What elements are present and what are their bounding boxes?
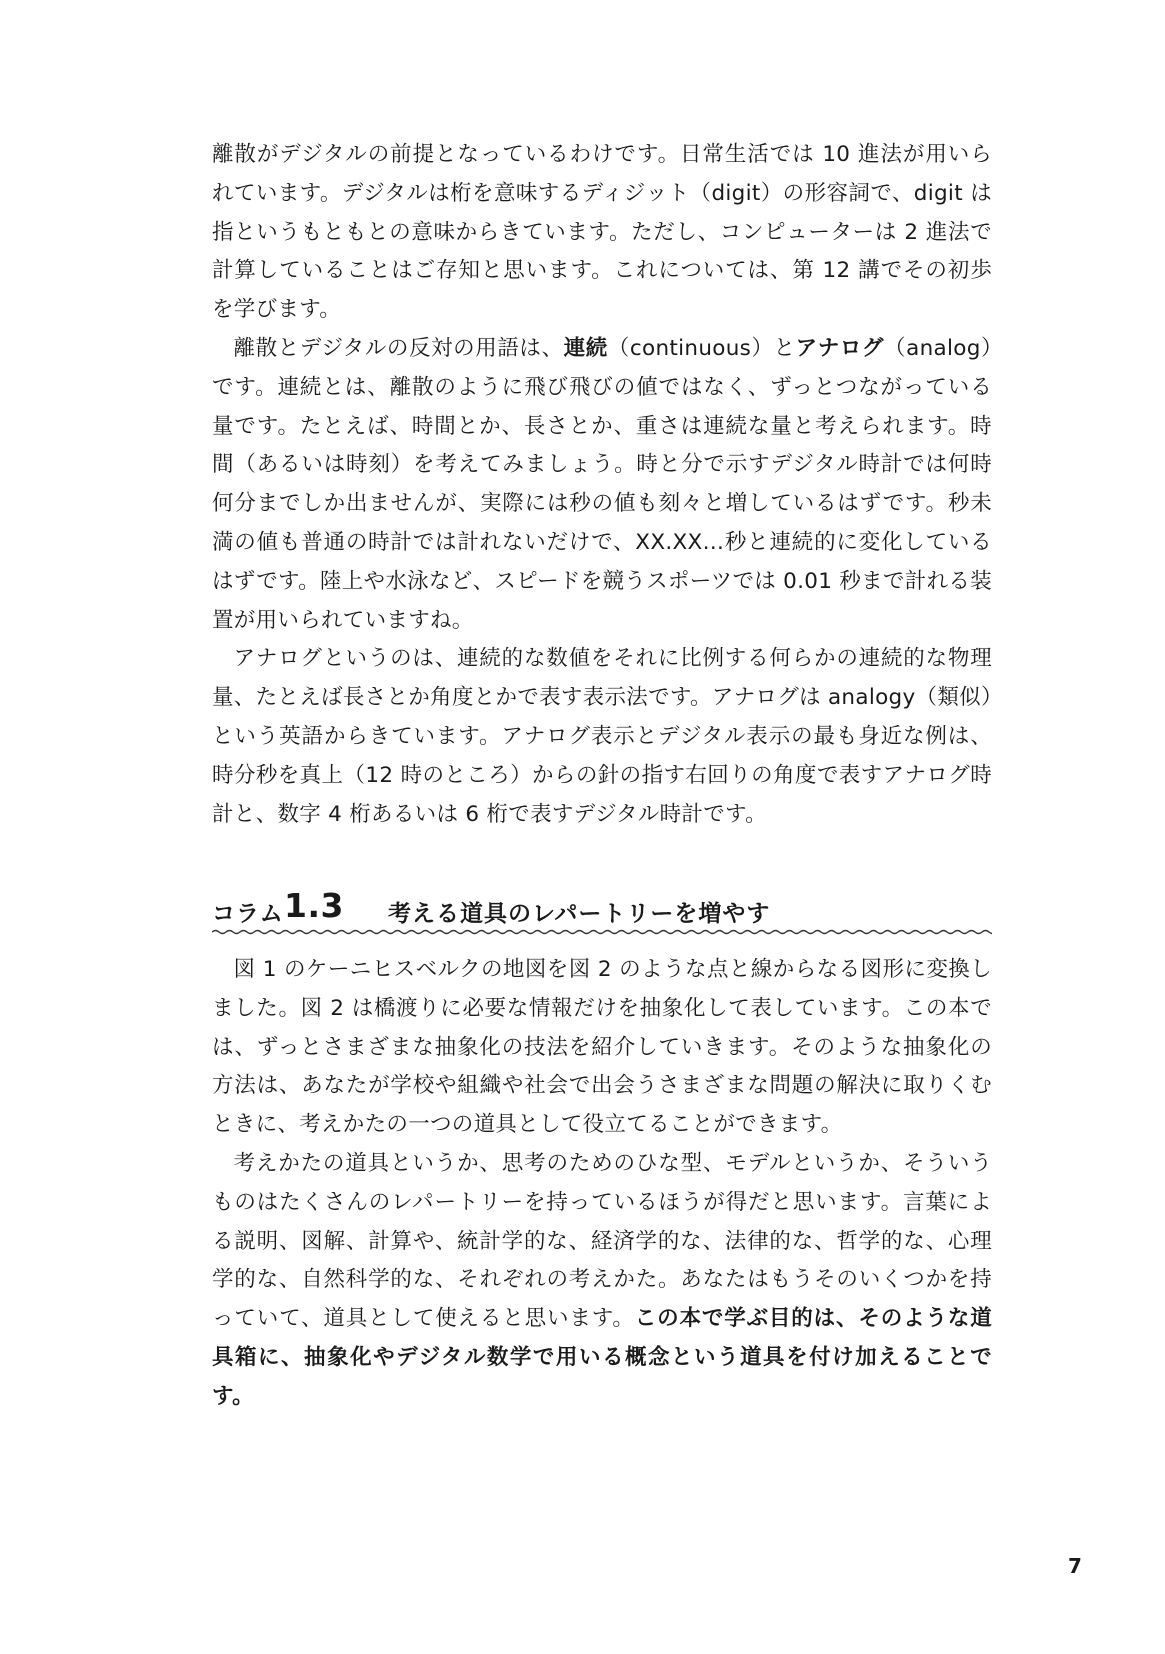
column-paragraph-1: 図 1 のケーニヒスベルクの地図を図 2 のような点と線からなる図形に変換しました。図 2 は橋渡りに必要な情報だけを抽象化して表しています。この本では、ずっとさまざまな抽象化の技法を紹介していきます。そのような抽象化の方法は、あなたが学校や組織や社会で出会うさまざまな問題の解決に取りくむときに、考えかたの一つの道具として役立てることができます。 bbox=[212, 957, 992, 1138]
wavy-underline bbox=[212, 926, 992, 938]
column-label: コラム bbox=[212, 901, 284, 927]
intro-section bbox=[212, 136, 992, 834]
intro-paragraph-2-text-c: （analog）です。連続とは、離散のように飛び飛びの値ではなく、ずっとつながっている量です。たとえば、時間とか、長さとか、重さは連続な量と考えられます。時間（あるいは時刻）を考えてみましょう。時と分で示すデジタル時計では何時何分までしか出ませんが、実際には秒の値も刻々と増しているはずです。秒未満の値も普通の時計では計れないだけで、XX.XX…秒と連続的に変化しているはずです。陸上や水泳など、スピードを競うスポーツでは 0.01 秒まで計れる装置が用いられていますね。 bbox=[212, 335, 993, 633]
term-analog: アナログ bbox=[795, 335, 885, 361]
page-number: 7 bbox=[1068, 1554, 1082, 1578]
column-heading bbox=[212, 887, 992, 931]
term-continuous: 連続 bbox=[563, 335, 608, 361]
column-paragraph-2-text: 考えかたの道具というか、思考のためのひな型、モデルというか、そういうものはたくさんのレパートリーを持っているほうが得だと思います。言葉による説明、図解、計算や、統計学的な、経済学的な、法律的な、哲学的な、心理学的な、自然科学的な、それぞれの考えかた。あなたはもうそのいくつかを持っていて、道具として使えると思います。 bbox=[212, 1150, 992, 1332]
intro-paragraph-1: 離散がデジタルの前提となっているわけです。日常生活では 10 進法が用いられています。デジタルは桁を意味するディジット（digit）の形容詞で、digit は指というもともとの意味からきています。ただし、コンピューターは 2 進法で計算していることはご存知と思います。これについては、第 12 講でその初歩を学びます。 bbox=[212, 142, 992, 323]
column-number: 1.3 bbox=[284, 886, 344, 925]
column-section bbox=[212, 951, 992, 1417]
intro-paragraph-2 bbox=[212, 330, 992, 640]
column-title: 考える道具のレパートリーを増やす bbox=[388, 901, 771, 927]
column-paragraph-2-emphasis: この本で学ぶ目的は、そのような道具箱に、抽象化やデジタル数学で用いる概念という道具を付け加えることです。 bbox=[212, 1306, 992, 1409]
intro-paragraph-2-text-a: 離散とデジタルの反対の用語は、 bbox=[233, 335, 564, 361]
intro-paragraph-2-text-b: （continuous）と bbox=[607, 335, 796, 361]
column-paragraph-2 bbox=[212, 1145, 992, 1417]
intro-paragraph-3: アナログというのは、連続的な数値をそれに比例する何らかの連続的な物理量、たとえば長さとか角度とかで表す表示法です。アナログは analogy（類似）という英語からきています。アナログ表示とデジタル表示の最も身近な例は、時分秒を真上（12 時のところ）からの針の指す右回りの角度で表すアナログ時計と、数字 4 桁あるいは 6 桁で表すデジタル時計です。 bbox=[212, 646, 992, 827]
